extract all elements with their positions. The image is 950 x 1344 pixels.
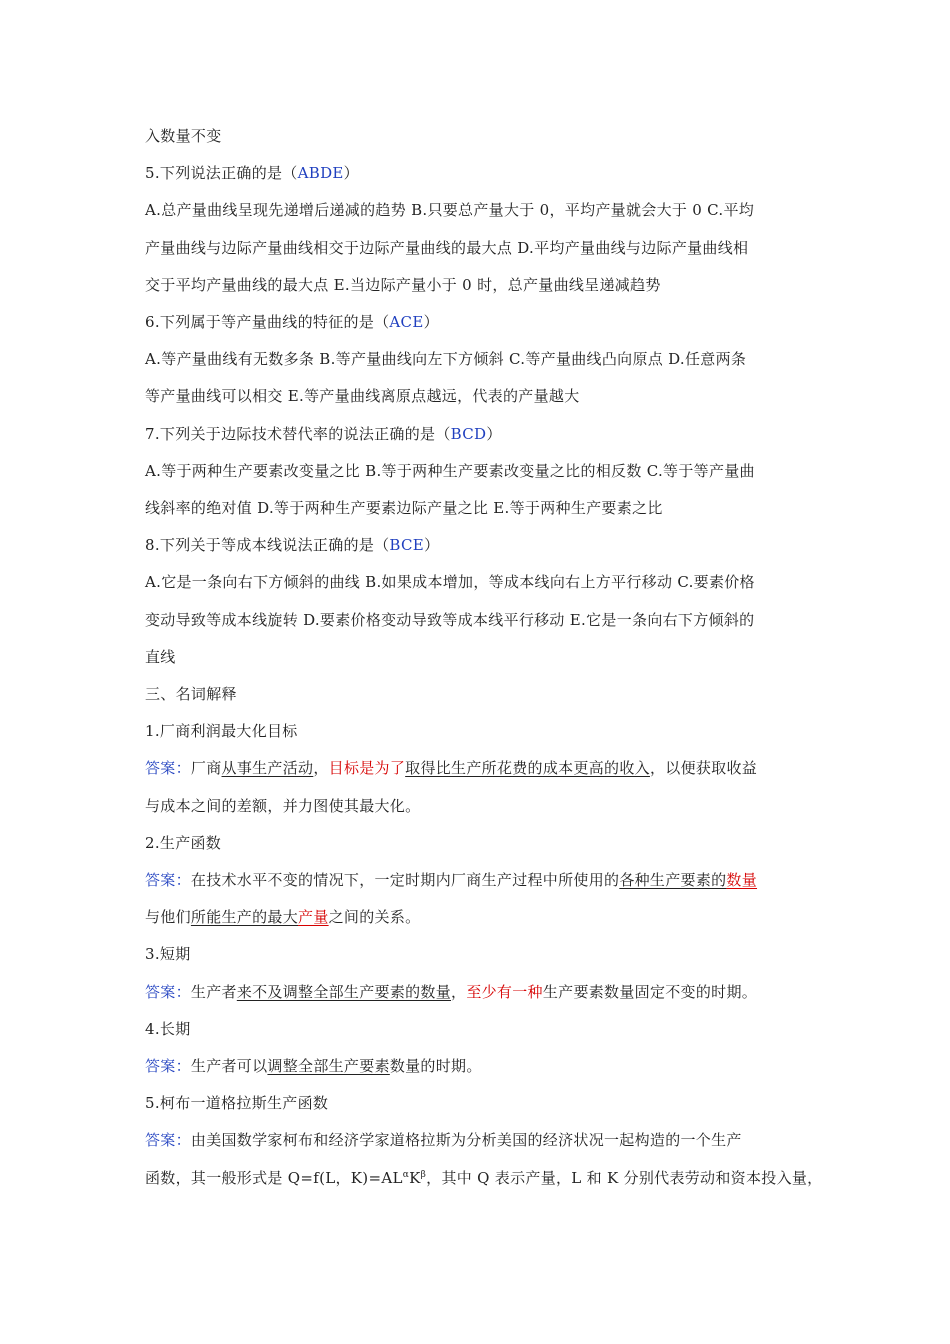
- underlined-keyword: 从事生产活动: [221, 759, 314, 778]
- answer-text: 生产者可以: [190, 1057, 268, 1076]
- answer-label: 答案：: [145, 1057, 191, 1076]
- question-8-options-line: 变动导致等成本线旋转 D.要素价格变动导致等成本线平行移动 E.它是一条向右下方倾斜的: [145, 610, 755, 629]
- answer-label: 答案：: [145, 871, 191, 890]
- term-1-answer-line: [145, 750, 820, 787]
- term-4-title: 4.长期: [145, 1019, 191, 1038]
- question-7-title: [145, 416, 820, 453]
- exponent-alpha: α: [402, 1169, 410, 1180]
- question-5-options-line: A.总产量曲线呈现先递增后递减的趋势 B.只要总产量大于 0，平均产量就会大于 0 C.平均: [145, 201, 755, 220]
- page-content: [145, 118, 823, 1197]
- underlined-keyword: 所能生产的最大: [190, 908, 299, 927]
- answer-text: 之间的关系。: [328, 908, 421, 927]
- term-2-answer-line: [145, 899, 820, 936]
- answer-label: 答案：: [145, 1131, 191, 1150]
- question-7-close: ）: [486, 424, 502, 443]
- term-1-answer-line: 与成本之间的差额，并力图使其最大化。: [145, 796, 421, 815]
- question-5-answer: ABDE: [297, 164, 344, 183]
- question-5-stem: 5.下列说法正确的是（: [145, 164, 298, 183]
- answer-text: 厂商: [190, 759, 222, 778]
- section-title: 三、名词解释: [145, 685, 237, 704]
- answer-label: 答案：: [145, 759, 191, 778]
- answer-text: ，以便获取收益: [649, 759, 758, 778]
- question-6-options-line: 等产量曲线可以相交 E.等产量曲线离原点越远，代表的产量越大: [145, 387, 580, 406]
- question-6-options-line: A.等产量曲线有无数多条 B.等产量曲线向左下方倾斜 C.等产量曲线凸向原点 D.任意两条: [145, 350, 747, 369]
- term-5-title: 5.柯布一道格拉斯生产函数: [145, 1094, 329, 1113]
- question-6-stem: 6.下列属于等产量曲线的特征的是（: [145, 313, 390, 332]
- term-2-answer-line: [145, 862, 820, 899]
- question-5-options-line: 交于平均产量曲线的最大点 E.当边际产量小于 0 时，总产量曲线呈递减趋势: [145, 275, 661, 294]
- highlighted-keyword: 目标是为了: [328, 759, 406, 778]
- answer-text: 数量的时期。: [389, 1057, 482, 1076]
- question-5-title: [145, 155, 820, 192]
- answer-text: 生产要素数量固定不变的时期。: [542, 982, 758, 1001]
- continued-text: 入数量不变: [145, 127, 222, 145]
- term-3-title: 3.短期: [145, 945, 191, 964]
- highlighted-keyword: 数量: [726, 871, 758, 890]
- question-6-title: [145, 304, 820, 341]
- answer-text: 与他们: [145, 908, 191, 927]
- question-5-options-line: 产量曲线与边际产量曲线相交于边际产量曲线的最大点 D.平均产量曲线与边际产量曲线相: [145, 238, 749, 257]
- question-8-title: [145, 527, 820, 564]
- answer-text: 生产者: [190, 982, 237, 1001]
- question-5-close: ）: [343, 164, 359, 183]
- answer-text: ，: [313, 759, 329, 778]
- answer-text: 函数，其一般形式是 Q=f(L，K)=AL: [145, 1168, 403, 1187]
- question-7-answer: BCD: [450, 424, 487, 443]
- answer-text: ，其中 Q 表示产量，L 和 K 分别代表劳动和资本投入量，: [426, 1168, 823, 1187]
- underlined-keyword: 调整全部生产要素: [267, 1057, 390, 1076]
- question-8-close: ）: [424, 536, 440, 555]
- answer-text: K: [409, 1168, 421, 1187]
- underlined-keyword: 取得比生产所花费的成本更高的收入: [405, 759, 650, 778]
- highlighted-keyword: 至少有一种: [466, 982, 543, 1001]
- question-8-options-line: 直线: [145, 647, 176, 666]
- answer-label: 答案：: [145, 982, 191, 1001]
- term-4-answer-line: [145, 1048, 820, 1085]
- highlighted-keyword: 产量: [298, 908, 329, 927]
- term-1-title: 1.厂商利润最大化目标: [145, 722, 298, 741]
- question-8-options-line: A.它是一条向右下方倾斜的曲线 B.如果成本增加，等成本线向右上方平行移动 C.要素价格: [145, 573, 755, 592]
- question-8-answer: BCE: [389, 536, 425, 555]
- question-7-options-line: 线斜率的绝对值 D.等于两种生产要素边际产量之比 E.等于两种生产要素之比: [145, 499, 663, 518]
- term-5-answer-line: [145, 1122, 820, 1159]
- answer-text: 在技术水平不变的情况下，一定时期内厂商生产过程中所使用的: [190, 871, 620, 890]
- question-7-stem: 7.下列关于边际技术替代率的说法正确的是（: [145, 424, 451, 443]
- term-5-answer-line: [145, 1160, 823, 1197]
- answer-text: ，: [451, 982, 467, 1001]
- term-2-title: 2.生产函数: [145, 833, 222, 852]
- answer-text: 由美国数学家柯布和经济学家道格拉斯为分析美国的经济状况一起构造的一个生产: [190, 1131, 742, 1150]
- question-7-options-line: A.等于两种生产要素改变量之比 B.等于两种生产要素改变量之比的相反数 C.等于等产量曲: [145, 461, 755, 480]
- question-6-close: ）: [423, 313, 439, 332]
- question-6-answer: ACE: [389, 313, 424, 332]
- underlined-keyword: 来不及调整全部生产要素的数量: [236, 982, 452, 1001]
- underlined-keyword: 各种生产要素的: [619, 871, 727, 890]
- question-8-stem: 8.下列关于等成本线说法正确的是（: [145, 536, 390, 555]
- term-3-answer-line: [145, 974, 820, 1011]
- exponent-beta: β: [420, 1169, 427, 1180]
